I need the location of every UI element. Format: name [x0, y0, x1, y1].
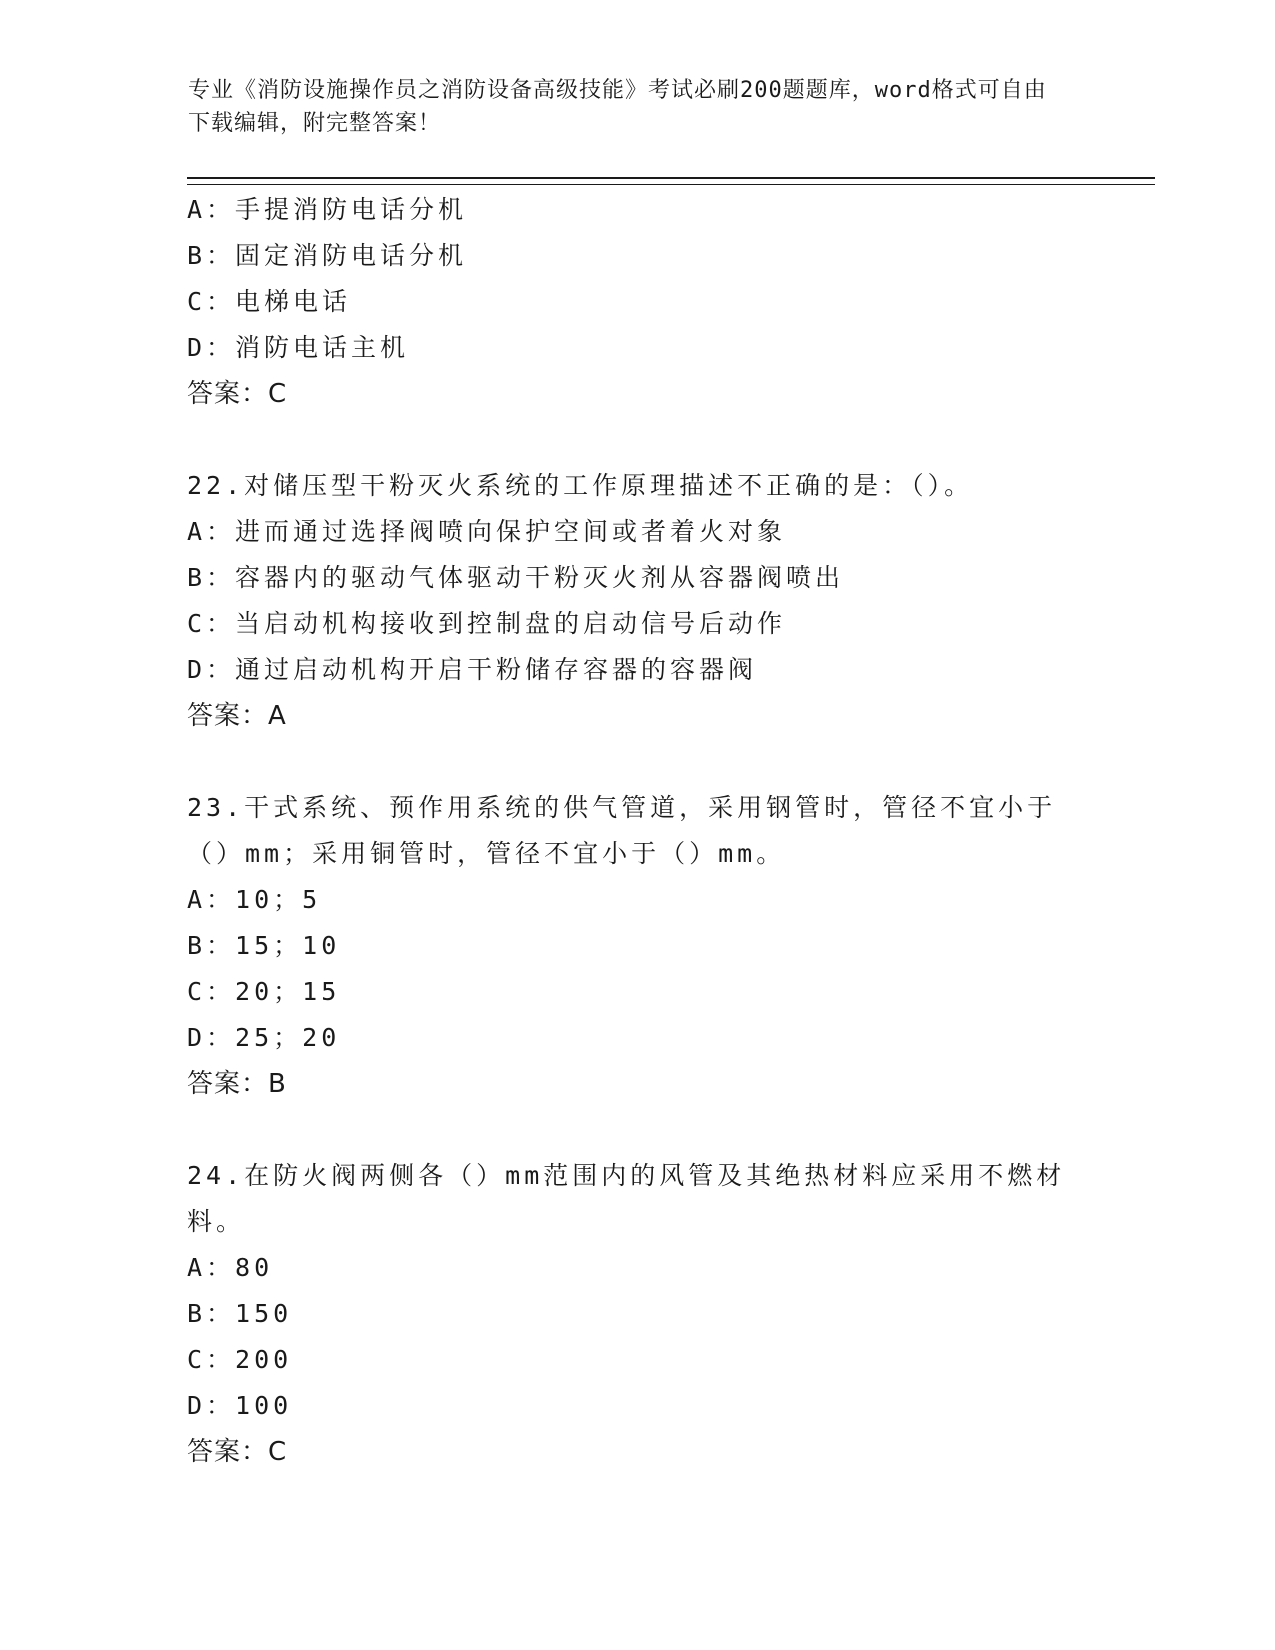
spacer [187, 739, 1087, 785]
option-b: B：容器内的驱动气体驱动干粉灭火剂从容器阀喷出 [187, 563, 845, 592]
option-a: A：10；5 [187, 885, 322, 914]
question-stem: 22.对储压型干粉灭火系统的工作原理描述不正确的是：（）。 [187, 471, 974, 500]
option-b: B：固定消防电话分机 [187, 241, 468, 270]
option-a: A：80 [187, 1253, 274, 1282]
question-stem: 24.在防火阀两侧各（）mm范围内的风管及其绝热材料应采用不燃材料。 [187, 1161, 1066, 1236]
answer: 答案：B [187, 1069, 287, 1099]
question-list [187, 187, 1087, 1475]
option-a: A：进而通过选择阀喷向保护空间或者着火对象 [187, 517, 787, 546]
option-c: C：当启动机构接收到控制盘的启动信号后动作 [187, 609, 787, 638]
option-c: C：电梯电话 [187, 287, 352, 316]
option-d: D：消防电话主机 [187, 333, 410, 362]
option-c: C：200 [187, 1345, 293, 1374]
option-b: B：150 [187, 1299, 293, 1328]
spacer [187, 1107, 1087, 1153]
answer: 答案：C [187, 379, 288, 409]
answer: 答案：A [187, 701, 287, 731]
option-d: D：通过启动机构开启干粉储存容器的容器阀 [187, 655, 758, 684]
option-d: D：25；20 [187, 1023, 341, 1052]
answer: 答案：C [187, 1437, 288, 1467]
option-a: A：手提消防电话分机 [187, 195, 468, 224]
spacer [187, 417, 1087, 463]
question-23 [187, 785, 1087, 1107]
question-22 [187, 463, 1087, 739]
question-stem: 23.干式系统、预作用系统的供气管道，采用钢管时，管径不宜小于（）mm；采用铜管时，管径不宜小于（）mm。 [187, 793, 1057, 868]
option-b: B：15；10 [187, 931, 341, 960]
option-d: D：100 [187, 1391, 293, 1420]
header-divider [187, 177, 1155, 185]
question-24 [187, 1153, 1087, 1475]
option-c: C：20；15 [187, 977, 341, 1006]
question-21 [187, 187, 1087, 417]
page-header: 专业《消防设施操作员之消防设备高级技能》考试必刷200题题库，word格式可自由下载编辑，附完整答案！ [188, 78, 1047, 136]
